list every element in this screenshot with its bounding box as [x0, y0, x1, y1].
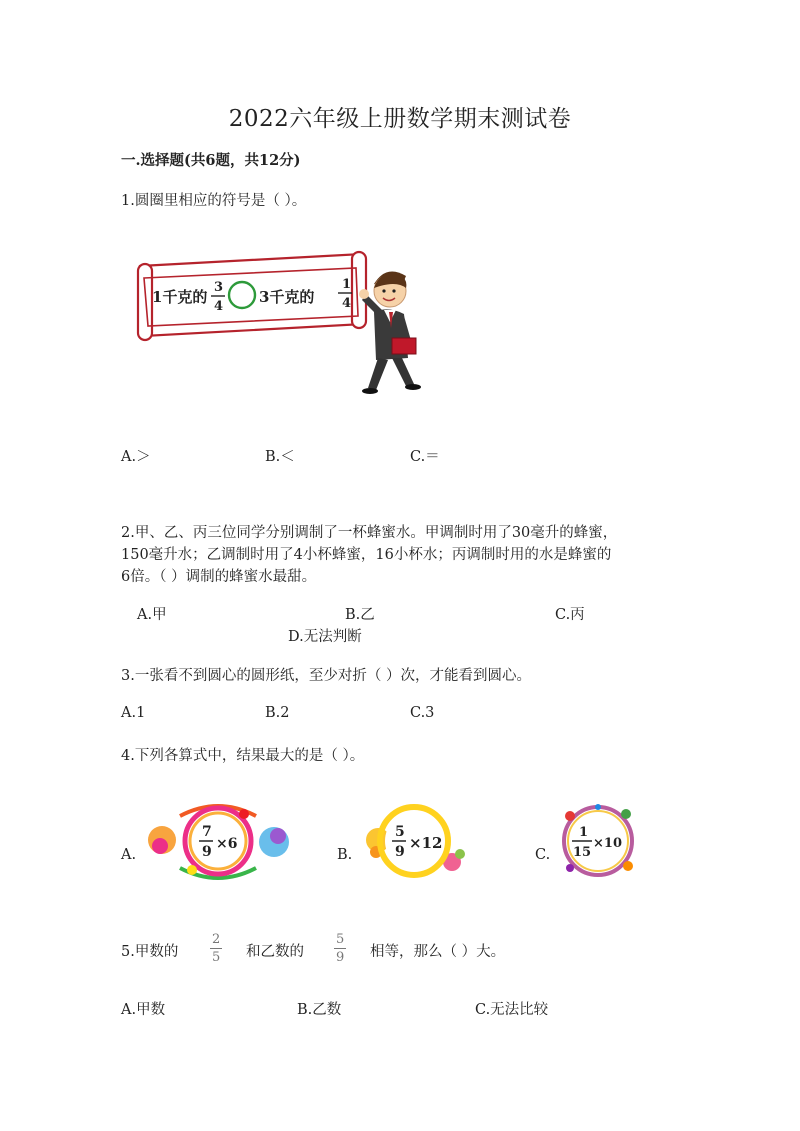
- page-title: 2022六年级上册数学期末测试卷: [228, 106, 572, 132]
- question-2-line-3: 6倍。（ ）调制的蜂蜜水最甜。: [121, 569, 317, 585]
- q4-c-mult: ×10: [593, 836, 622, 851]
- question-1-stem: 1.圆圈里相应的符号是（ ）。: [121, 193, 307, 209]
- q5-frac2-num: 5: [336, 932, 345, 947]
- q4-a-den: 9: [202, 844, 212, 860]
- q2-option-b[interactable]: B.乙: [345, 607, 375, 623]
- q3-option-c[interactable]: C.3: [410, 705, 435, 721]
- q5-option-c[interactable]: C.无法比较: [475, 1002, 549, 1018]
- q5-frac2-den: 9: [336, 950, 345, 965]
- banner-right-text: 3千克的: [259, 288, 315, 306]
- question-4-stem: 4.下列各算式中，结果最大的是（ ）。: [121, 748, 365, 764]
- q4-option-a-wreath[interactable]: [140, 800, 296, 882]
- q4-a-num: 7: [202, 824, 212, 840]
- q5-fraction-1: [210, 933, 222, 964]
- boy-figure: [359, 272, 421, 395]
- banner-right-num: 1: [342, 277, 352, 292]
- q3-option-b[interactable]: B.2: [265, 705, 290, 721]
- q5-option-a[interactable]: A.甲数: [121, 1002, 166, 1018]
- q4-a-mult: ×6: [216, 836, 238, 852]
- banner-left-text: 1千克的: [152, 288, 208, 306]
- banner-right-den: 4: [342, 296, 352, 311]
- q1-option-c[interactable]: C.＝: [410, 449, 440, 465]
- q5-frac1-num: 2: [212, 932, 221, 947]
- q3-option-a[interactable]: A.1: [121, 705, 146, 721]
- q4-option-b-label[interactable]: B.: [337, 847, 353, 863]
- question-3-stem: 3.一张看不到圆心的圆形纸，至少对折（ ）次，才能看到圆心。: [121, 668, 531, 684]
- q5-option-b[interactable]: B.乙数: [297, 1002, 342, 1018]
- q5-frac1-den: 5: [212, 950, 221, 965]
- q2-option-d[interactable]: D.无法判断: [288, 629, 362, 645]
- question-2-line-2: 150毫升水；乙调制时用了4小杯蜂蜜，16小杯水；丙调制时用的水是蜂蜜的: [121, 547, 612, 563]
- q2-option-a[interactable]: A.甲: [137, 607, 167, 623]
- q4-b-mult: ×12: [409, 834, 443, 852]
- banner-left-num: 3: [214, 280, 224, 295]
- question-5-middle: 和乙数的: [246, 944, 304, 960]
- q4-option-c-label[interactable]: C.: [535, 847, 551, 863]
- q5-fraction-2: [334, 933, 346, 964]
- q1-option-a[interactable]: A.＞: [121, 449, 151, 465]
- q1-illustration: [130, 246, 430, 398]
- question-5-suffix: 相等，那么（ ）大。: [370, 944, 506, 960]
- q2-option-c[interactable]: C.丙: [555, 607, 585, 623]
- q4-option-b-wreath[interactable]: [362, 800, 472, 882]
- q4-c-num: 1: [579, 825, 589, 840]
- q4-b-num: 5: [395, 824, 405, 840]
- banner-left-den: 4: [214, 299, 224, 314]
- q4-option-a-label[interactable]: A.: [121, 847, 137, 863]
- section-heading: 一.选择题(共6题，共12分): [121, 152, 301, 169]
- question-5-prefix: 5.甲数的: [121, 944, 179, 960]
- q4-c-den: 15: [573, 845, 592, 860]
- q4-option-c-wreath[interactable]: [558, 802, 638, 880]
- q4-b-den: 9: [395, 844, 405, 860]
- q1-option-b[interactable]: B.＜: [265, 449, 295, 465]
- question-2-line-1: 2.甲、乙、丙三位同学分别调制了一杯蜂蜜水。甲调制时用了30毫升的蜂蜜，: [121, 525, 618, 541]
